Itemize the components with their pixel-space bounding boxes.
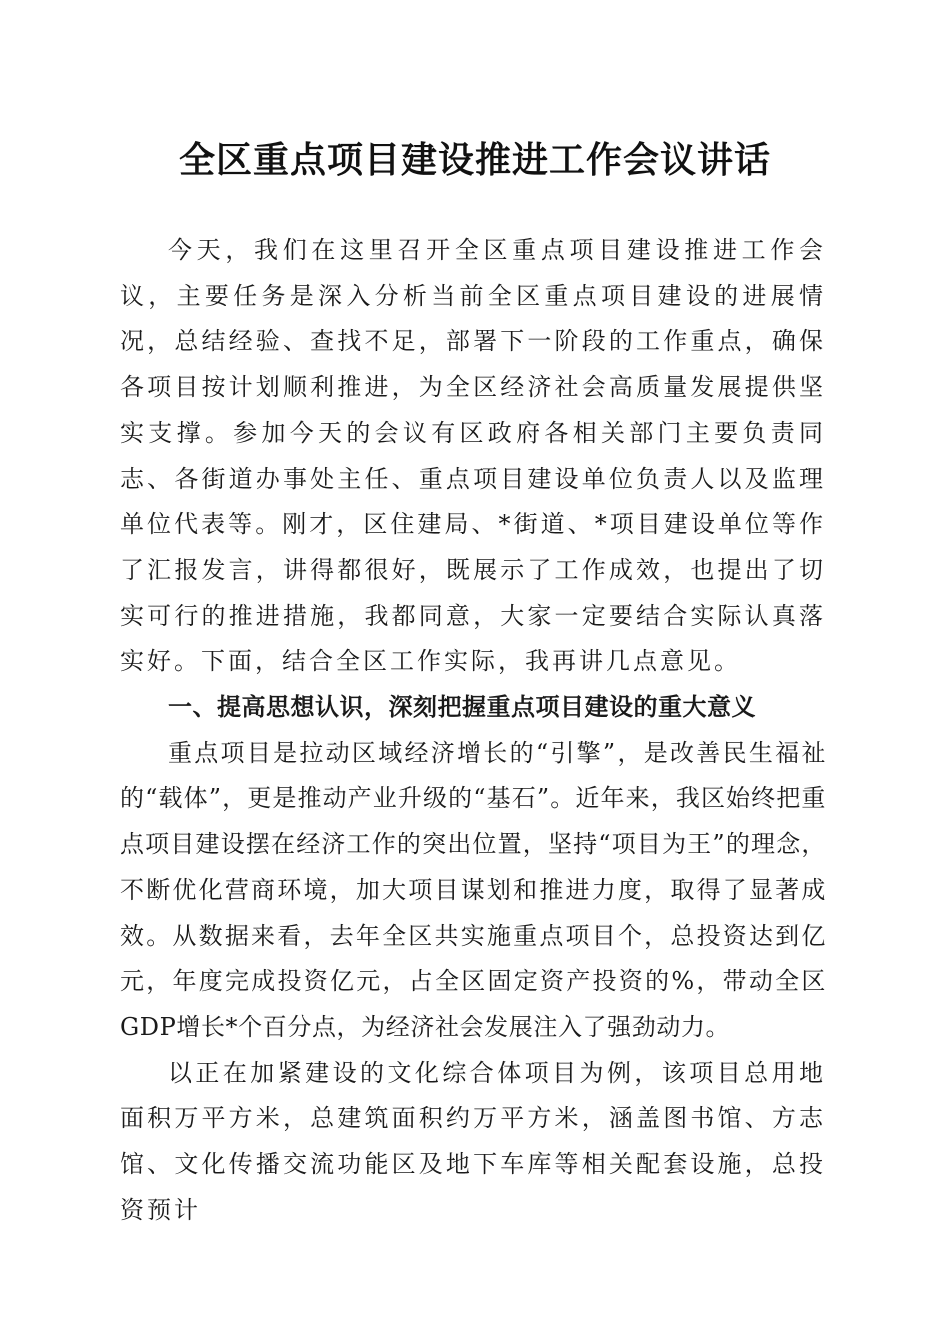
paragraph-opening: 今天，我们在这里召开全区重点项目建设推进工作会议，主要任务是深入分析当前全区重点项目建设的进展情况，总结经验、查找不足，部署下一阶段的工作重点，确保各项目按计划顺利推进，为全区经济社会高质量发展提供坚实支撑。参加今天的会议有区政府各相关部门主要负责同志、各街道办事处主任、重点项目建设单位负责人以及监理单位代表等。刚才，区住建局、*街道、*项目建设单位等作了汇报发言，讲得都很好，既展示了工作成效，也提出了切实可行的推进措施，我都同意，大家一定要结合实际认真落实好。下面，结合全区工作实际，我再讲几点意见。: [120, 236, 826, 676]
section-heading-1: 一、提高思想认识，深刻把握重点项目建设的重大意义: [168, 693, 756, 722]
document-title: 全区重点项目建设推进工作会议讲话: [178, 139, 771, 181]
paragraph-significance: 重点项目是拉动区域经济增长的“引擎”，是改善民生福祉的“载体”，更是推动产业升级的“基石”。近年来，我区始终把重点项目建设摆在经济工作的突出位置，坚持“项目为王”的理念，不断优化营商环境，加大项目谋划和推进力度，取得了显著成效。从数据来看，去年全区共实施重点项目个，总投资达到亿元，年度完成投资亿元，占全区固定资产投资的%，带动全区GDP增长*个百分点，为经济社会发展注入了强劲动力。: [120, 738, 826, 1041]
paragraph-example: 以正在加紧建设的文化综合体项目为例，该项目总用地面积万平方米，总建筑面积约万平方米，涵盖图书馆、方志馆、文化传播交流功能区及地下车库等相关配套设施，总投资预计: [120, 1058, 826, 1224]
document-body: [120, 228, 826, 1233]
